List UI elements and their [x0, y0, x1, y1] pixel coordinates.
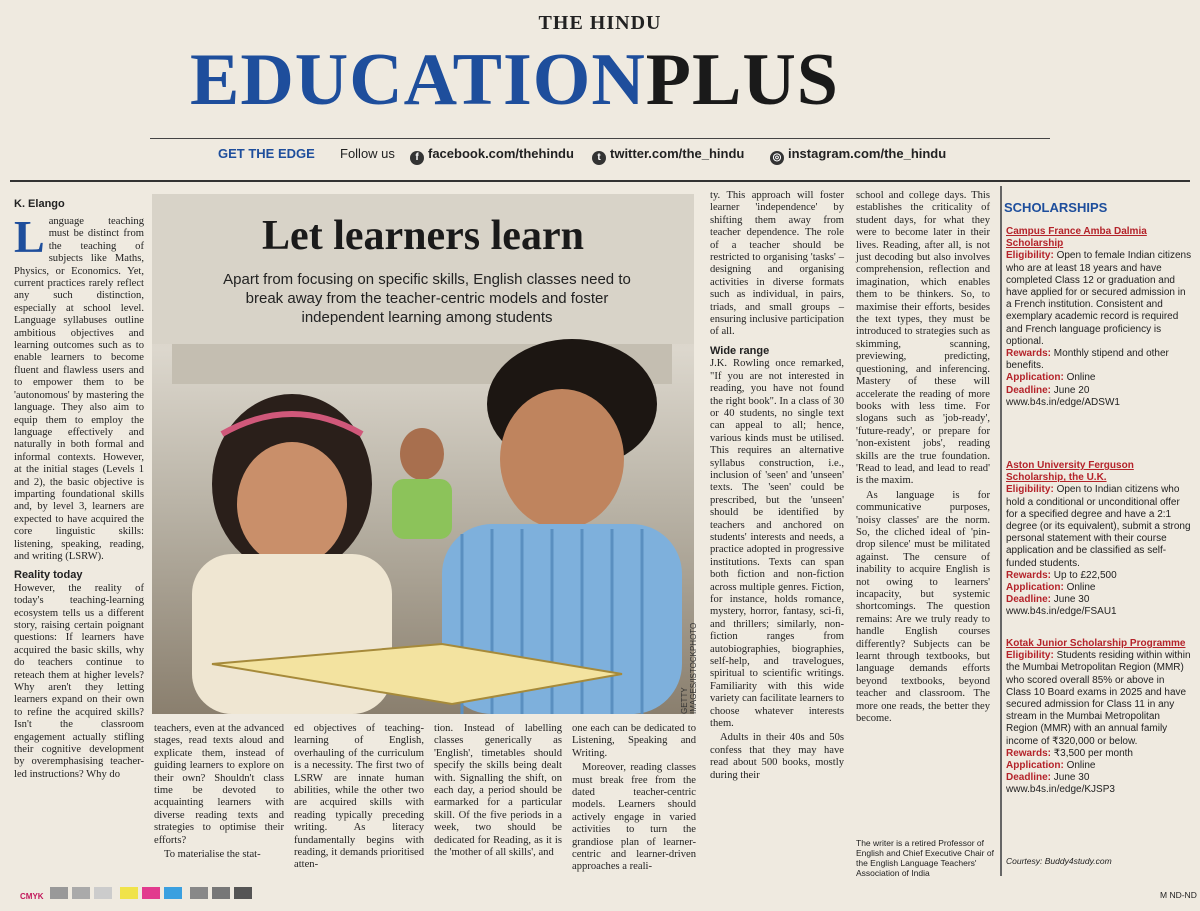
- scholarship-url[interactable]: www.b4s.in/edge/KJSP3: [1006, 784, 1115, 796]
- facebook-text: facebook.com/thehindu: [428, 146, 574, 161]
- scholarship-name: Kotak Junior Scholarship Programme: [1006, 638, 1186, 649]
- paragraph: tion. Instead of labelling classes generically as 'English', timetables should specify the skills being dealt with. Signalling the shift, on each day, a period should be earmarked for a particular skill. Of the five periods in a week, two should be dedicated for Reading, as it is the 'mother of all skills', and: [434, 723, 562, 859]
- rewards-text: ₹3,500 per month: [1053, 747, 1133, 759]
- subheading-wide-range: Wide range: [710, 344, 770, 357]
- scholarship-item-2: [1006, 460, 1192, 619]
- rewards-label: Rewards:: [1006, 569, 1052, 581]
- paragraph: Moreover, reading classes must break free from the dated teacher-centric models. Learners should actively engage in varied activities to turn the grandiose plan of learner-centric and learner-driven approaches a reali-: [572, 762, 696, 873]
- paragraph: J.K. Rowling once remarked, "If you are not interested in reading, you have not found the right book". In a class of 30 or 40 students, no single text can appeal to all; hence, various kinds must be utilised. This requires an alternative syllabus construction, i.e., inclusion of 'seen' and 'unseen' texts. The 'seen' could be prescribed, but the 'unseen' should be identified by teachers and anchored on students' interests and needs, a practice adopted in progressive institutions. Texts can span both fiction and non-fiction across multiple genres. Fiction, for instance, holds romance, mystery, horror, fantasy, sci-fi, and thrillers; similarly, non-fiction ranges from autobiographies, biographies, self-help, and travelogues, spiritual to scientific writings. Familiarity with this wide variety can facilitate learners to choose whatever interests them.: [710, 358, 844, 730]
- paragraph: school and college days. This establishes the criticality of student days, for what they were to become later in their lives. Reading, after all, is not just decoding but also involves comprehension, reflection and imagination, which enables them to be thinkers. So, to maximise their efforts, besides the text types, they must be introduced to strategies such as skimming, scanning, previewing, predicting, questioning, and inferencing. Mastery of these will accelerate the reading of more books with less time. For slogans such as 'job-ready', 'future-ready', or prepare for 'non-existent jobs', reading skills are the true foundation. 'Read to lead, and lead to read' is the maxim.: [856, 190, 990, 487]
- color-registration-bar: [20, 886, 256, 904]
- author-note: The writer is a retired Professor of English and Chief Executive Chair of the English Language Teachers' Association of India: [856, 838, 994, 878]
- eligibility-label: Eligibility:: [1006, 250, 1054, 262]
- deadline-label: Deadline:: [1006, 384, 1052, 396]
- photo-credit: GETTY IMAGES/ISTOCKPHOTO: [680, 622, 698, 714]
- deadline-text: June 20: [1053, 384, 1090, 396]
- rewards-label: Rewards:: [1006, 348, 1052, 360]
- scholarships-title: SCHOLARSHIPS: [1004, 200, 1108, 215]
- article-column-5: [572, 723, 696, 908]
- byline: K. Elango: [14, 198, 65, 210]
- cmyk-label: CMYK: [20, 892, 44, 901]
- paragraph: To materialise the stat-: [164, 849, 261, 861]
- print-mark: M ND-ND: [1160, 890, 1197, 900]
- courtesy: Courtesy: Buddy4study.com: [1006, 856, 1112, 866]
- facebook-link[interactable]: [410, 146, 574, 165]
- eligibility-label: Eligibility:: [1006, 484, 1054, 496]
- application-text: Online: [1066, 372, 1096, 384]
- instagram-icon: ◎: [770, 151, 784, 165]
- scholarship-name: Campus France Amba Dalmia Scholarship: [1006, 226, 1147, 250]
- twitter-link[interactable]: [592, 146, 744, 165]
- article-column-2: [154, 723, 284, 908]
- section-title: [190, 40, 839, 120]
- article-column-4: [434, 723, 562, 908]
- scholarship-url[interactable]: www.b4s.in/edge/FSAU1: [1006, 606, 1117, 618]
- application-text: Online: [1066, 760, 1096, 772]
- deadline-label: Deadline:: [1006, 772, 1052, 784]
- scholarship-url[interactable]: www.b4s.in/edge/ADSW1: [1006, 396, 1120, 408]
- follow-label: Follow us: [340, 146, 395, 161]
- deck: Apart from focusing on specific skills, English classes need to break away from the teacher-centric models and foster independent learning among students: [223, 271, 631, 326]
- scholarship-name: Aston University Ferguson Scholarship, the U.K.: [1006, 460, 1134, 484]
- article-photo: [152, 194, 698, 714]
- rewards-text: Monthly stipend and other benefits.: [1006, 348, 1169, 372]
- eligibility-text: Students residing within within the Mumbai Metropolitan Region (MMR) who scored overall 85% or above in Class 10 Board exams in 2025 and have secured admission for Class 11 in any stream in the Mumbai Metropolitan Region (MMR) with an annual family income of ₹320,000 or below.: [1006, 650, 1191, 747]
- masthead-rule: [150, 138, 1050, 139]
- application-text: Online: [1066, 582, 1096, 594]
- article-column-6: [710, 190, 844, 910]
- paragraph: Adults in their 40s and 50s confess that they may have read about 500 books, mostly during their: [710, 732, 844, 781]
- sidebar-divider: [1000, 186, 1002, 876]
- drop-cap: L: [14, 211, 45, 262]
- paragraph: teachers, even at the advanced stages, read texts aloud and explicate them, instead of guiding learners to explore on their own? Shouldn't class time be devoted to acquainting learners with diverse reading texts and strategies to optimise their efforts?: [154, 723, 284, 846]
- rewards-label: Rewards:: [1006, 747, 1052, 759]
- instagram-link[interactable]: [770, 146, 946, 165]
- paragraph: one each can be dedicated to Listening, Speaking and Writing.: [572, 723, 696, 759]
- subheading-reality: Reality today: [14, 569, 83, 582]
- section-title-plus: PLUS: [645, 39, 839, 121]
- tagline: GET THE EDGE: [218, 146, 315, 161]
- section-title-main: EDUCATION: [190, 39, 646, 121]
- deadline-text: June 30: [1053, 772, 1090, 784]
- article-column-7: [856, 190, 990, 830]
- application-label: Application:: [1006, 372, 1064, 384]
- headline: Let learners learn: [262, 213, 584, 259]
- rewards-text: Up to £22,500: [1053, 569, 1117, 581]
- paragraph: ed objectives of teaching-learning of English, overhauling of the curriculum is a necessity. The first two of LSRW are innate human abilities, while the other two are acquired skills with reading typically preceding writing. As literacy fundamentally begins with reading, it demands prioritised atten-: [294, 723, 424, 871]
- paragraph: However, the reality of today's teaching-learning ecosystem tells us a different story, raising certain poignant questions: If learners have acquired the basic skills, why do teachers continue to reteach them at higher levels? Why aren't they letting learners expand on their own to refine the acquired skills? Isn't the classroom engagement actually stifling their cognitive development by overemphasising teacher-led instructions? Why do: [14, 582, 144, 780]
- paragraph: ty. This approach will foster learner 'independence' by shifting them away from teacher dependence. The role of a teacher should be restricted to organising 'tasks' – designing and organising activities in diverse formats such as individual, in pairs, triads, and small groups – ensuring inclusive participation of all.: [710, 190, 844, 338]
- scholarship-item-1: [1006, 226, 1192, 409]
- paragraph: As language is for communicative purposes, 'noisy classes' are the norm. So, the cliched ideal of 'pin-drop silence' must be militated against. The censure of inability to acquire English is not owing to learners' incapacity, but systemic shortcomings. The question remains: Are we truly ready to handle English courses differently? Subjects can be learnt through textbooks, but language demands efforts beyond textbooks, beyond teacher and classroom. The more one reads, the better they become.: [856, 489, 990, 725]
- deadline-text: June 30: [1053, 594, 1090, 606]
- paragraph: anguage teaching must be distinct from the teaching of subjects like Maths, Physics, or Economics. Yet, current practices rarely reflect any such distinction, especially at school level. Language syllabuses outline ambitious objectives and learning outcomes such as to enable learners to become fluent and flawless users and to empower them to be 'autonomous' by mastering the language. They also aim to equip them to employ the language effectively and naturally in both formal and informal contexts. However, at the initial stages (Levels 1 and 2), the basic objective is imparting foundational skills and, by level 3, learners are expected to have acquired the core linguistic skills: listening, speaking, reading, and writing (LSRW).: [14, 216, 144, 562]
- newspaper-name: THE HINDU: [538, 12, 662, 34]
- scholarship-item-3: [1006, 638, 1192, 797]
- article-column-3: [294, 723, 424, 908]
- instagram-text: instagram.com/the_hindu: [788, 146, 947, 161]
- article-column-1: [14, 211, 144, 911]
- eligibility-text: Open to female Indian citizens who are at least 18 years and have completed Class 12 or graduation and have applied for or secured admission in a French institution. Consistent and exemplary academic record is required and French language proficiency is optional.: [1006, 250, 1192, 347]
- application-label: Application:: [1006, 760, 1064, 772]
- eligibility-text: Open to Indian citizens who hold a conditional or unconditional offer for a specified degree and have a 2:1 degree (or its equivalent), submit a strong personal statement with their course application and be classified as self-funded students.: [1006, 484, 1191, 569]
- eligibility-label: Eligibility:: [1006, 650, 1054, 662]
- deadline-label: Deadline:: [1006, 594, 1052, 606]
- twitter-icon: t: [592, 151, 606, 165]
- header-rule: [10, 180, 1190, 182]
- twitter-text: twitter.com/the_hindu: [610, 146, 745, 161]
- application-label: Application:: [1006, 582, 1064, 594]
- facebook-icon: f: [410, 151, 424, 165]
